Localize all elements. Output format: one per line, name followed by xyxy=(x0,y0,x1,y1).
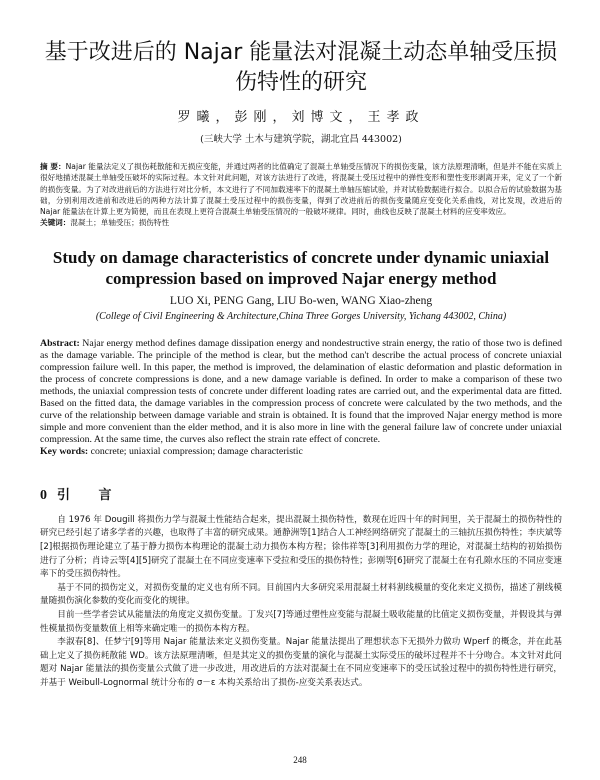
affiliation-en: (College of Civil Engineering & Architecture,China Three Gorges University, Yichang 443002, China) xyxy=(95,310,507,322)
abstract-cn xyxy=(40,161,562,217)
abstract-cn-text: Najar 能量法定义了损伤耗散能和无损应变能，并通过两者的比值确定了混凝土单轴受压情况下的损伤变量，该方法原理清晰，但是并不能在实质上很好地描述混凝土单轴受压破坏的实际过程。本文针对此问题，对该方法进行了改进，将混凝土受压过程中的弹性变形和塑性变形剥离开来，定义了一个新的损伤变量。为了对改进前后的方法进行对比分析，本文进行了不同加载速率下的混凝土单轴压缩试验，并对试验数据进行拟合。以拟合后的试验数据为基础，分别利用改进前和改进后的两种方法计算了混凝土受压过程中的损伤变量，得到了改进前后的损伤变量随应变变化关系曲线，对比发现，改进后的 Najar 能量法在计算上更为简便，而且在表现上更符合混凝土单轴受压情况的一般破坏规律。同时，曲线也反映了混凝土材料的应变率效应。 xyxy=(40,162,562,217)
section-number: 0 xyxy=(40,487,47,503)
affiliation-cn: (三峡大学 土木与建筑学院，湖北宜昌 443002) xyxy=(200,134,402,145)
keywords-cn xyxy=(40,217,562,228)
section-title: 引 言 xyxy=(57,487,124,503)
paragraph-4: 李淑春[8]、任梦宁[9]等用 Najar 能量法来定义损伤变量。Najar 能量法提出了理想状态下无损外力做功 Wperf 的概念，并在此基础上定义了损伤耗散能 WD。该方法原理清晰，但是其定义的损伤变量的演化与混凝土实际受压的破坏过程并不十分吻合。本文针对此问题对 Najar 能量法的损伤变量公式做了进一步改进，用改进后的方法对混凝土在不同应变速率下的受压试验过程中的损伤特性进行研究，并基于 Weibull-Lognormal 统计分布的 σ－ε 本构关系给出了损伤-应变关系表达式。 xyxy=(40,637,562,688)
abstract-en-label: Abstract: xyxy=(40,337,80,349)
abstract-en-text: Najar energy method defines damage dissipation energy and nondestructive strain energy, the ratio of those two is defined as the damage variable. The principle of the method is clear, but the method can't describe the actual process of concrete uniaxial compression failure well. In this paper, the method is improved, the delamination of elastic deformation and plastic deformation in the process of concrete compressions is done, and a new damage variable is defined. In order to make a comparison of these two methods, the uniaxial compression tests of concrete under different loading rates are carried out, and the experimental data are fitted. Based on the fitted data, the damage variables in the compression process of concrete were calculated by the two methods, and the curve of the relationship between damage variable and strain is obtained. It is found that the improved Najar energy method is more simple and more convenient than the elder method, and it is also more in line with the general failure law of concrete under uniaxial compression. At the same time, the curves also reflect the strain rate effect of concrete. xyxy=(40,337,563,445)
paragraph-3: 目前一些学者尝试从能量法的角度定义损伤变量。丁发兴[7]等通过塑性应变能与混凝土吸收能量的比值定义损伤变量，并假设其与弹性模量损伤变量数值上相等来确定唯一的损伤本构方程。 xyxy=(40,609,562,634)
keywords-en-label: Key words: xyxy=(40,445,89,457)
body-text xyxy=(40,514,562,691)
section-heading-introduction xyxy=(40,484,562,504)
paragraph-2: 基于不同的损伤定义，对损伤变量的定义也有所不同。目前国内大多研究采用混凝土材料割线模量的变化来定义损伤，描述了割线模量随损伤演化参数的变化而变化的规律。 xyxy=(40,582,562,607)
abstract-en xyxy=(40,338,562,446)
page-number: 248 xyxy=(293,755,307,765)
authors-en: LUO Xi, PENG Gang, LIU Bo-wen, WANG Xiao-zheng xyxy=(169,294,433,307)
authors-cn: 罗曦，彭刚，刘博文，王孝政 xyxy=(177,110,425,125)
keywords-cn-label: 关键词： xyxy=(40,218,71,228)
paragraph-1: 自 1976 年 Dougill 将损伤力学与混凝土性能结合起来，提出混凝土损伤特性，数现在近四十年的时间里，关于混凝土的损伤特性的研究已经引起了诸多学者的兴趣，也取得了丰富的研究成果。通静洲等[1]结合人工神经网络研究了混凝土的三轴抗压损伤特性；李庆斌等[2]根据损伤理论建立了基于静力损伤本构理论的混凝土动力损伤本构方程；徐伟祥等[3]利用损伤力学的理论，对混凝土结构的初始损伤进行了分析；肖诗云等[4][5]研究了混凝土在不同应变速率下受拉和受压的损伤特性；彭刚等[6]研究了混凝土在有孔隙水压的不同应变速率下的受压损伤特性。 xyxy=(40,514,562,580)
abstract-cn-label: 摘 要： xyxy=(40,162,66,171)
keywords-en xyxy=(40,446,562,458)
keywords-cn-text: 混凝土；单轴受压；损伤特性 xyxy=(70,218,170,228)
title-cn: 基于改进后的 Najar 能量法对混凝土动态单轴受压损伤特性的研究 xyxy=(44,40,558,95)
title-en: Study on damage characteristics of concrete under dynamic uniaxial compression based on improved Najar energy method xyxy=(52,247,550,288)
keywords-en-text: concrete; uniaxial compression; damage characteristic xyxy=(90,445,303,457)
